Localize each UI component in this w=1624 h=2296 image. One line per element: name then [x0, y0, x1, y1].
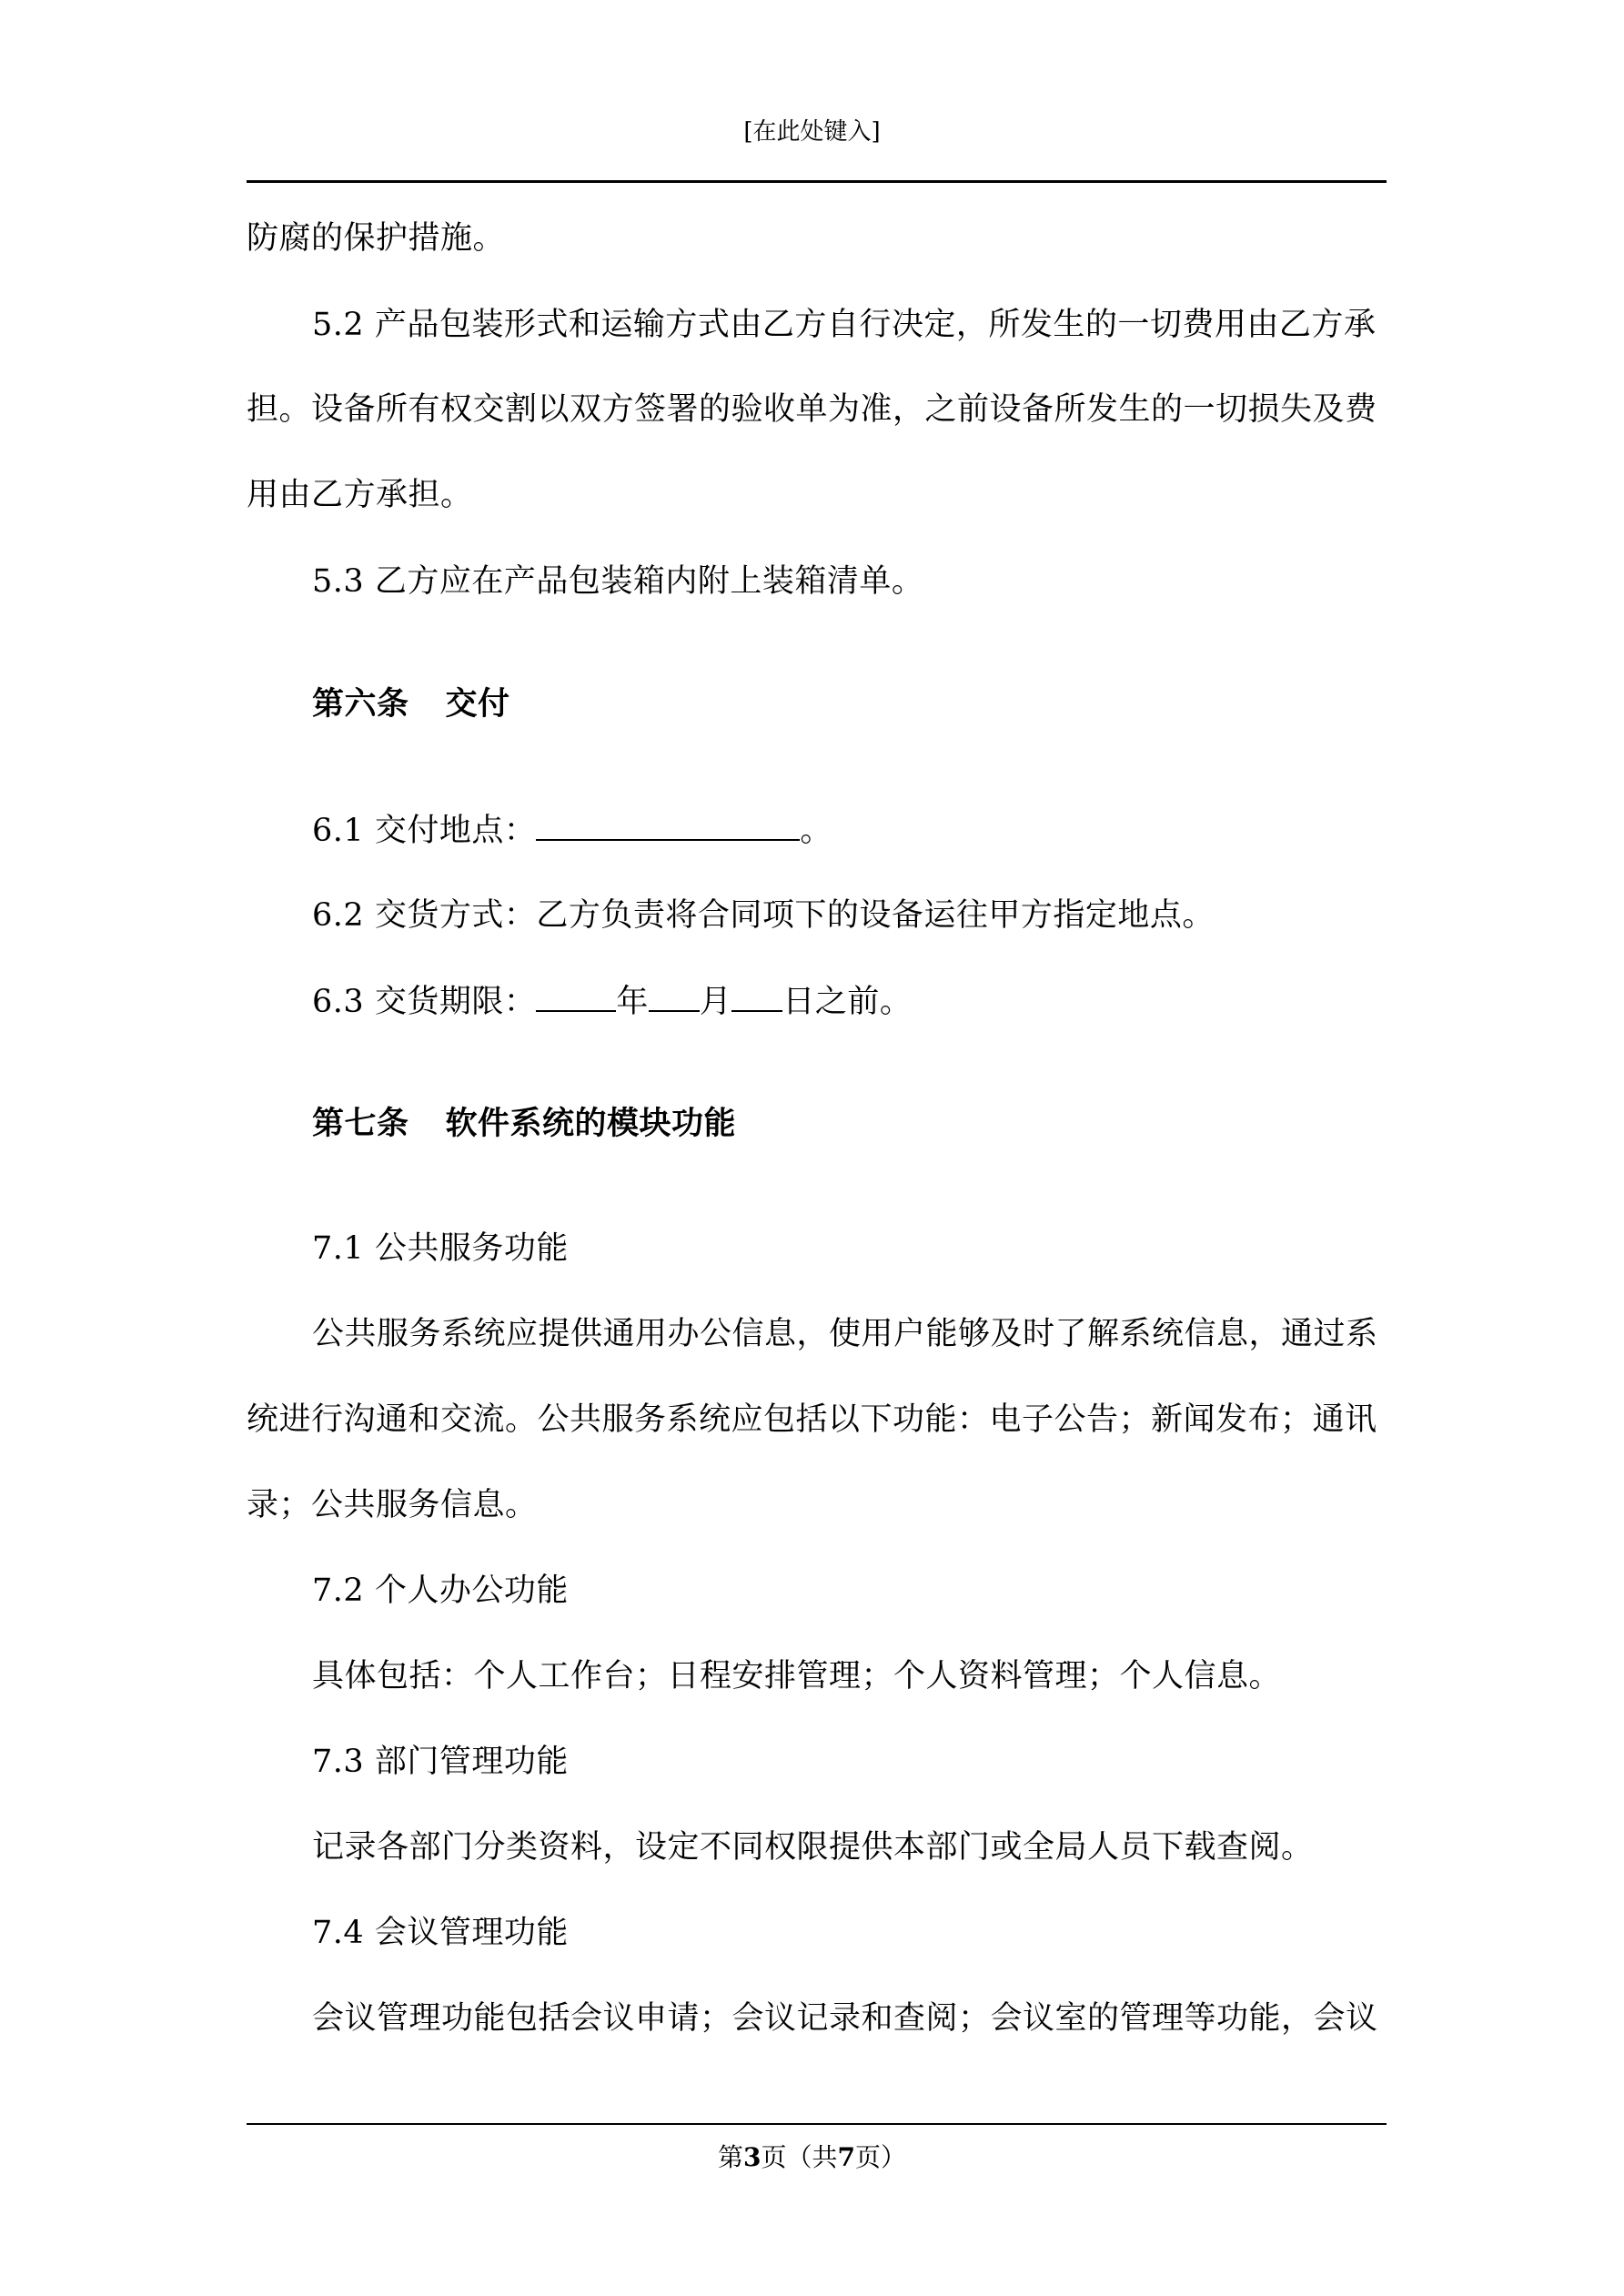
clause-text: 交货方式：乙方负责将合同项下的设备运往甲方指定地点。	[374, 897, 1215, 934]
paragraph-text: 具体包括：个人工作台；日程安排管理；个人资料管理；个人信息。	[312, 1658, 1282, 1694]
year-blank	[536, 979, 616, 1012]
clause-number: 7.1	[312, 1230, 365, 1267]
clause-end: 。	[800, 813, 832, 849]
paragraph-text: 统进行沟通和交流。公共服务系统应包括以下功能：电子公告；新闻发布；通讯	[247, 1401, 1377, 1438]
paragraph-line	[247, 388, 1377, 431]
paragraph-line	[312, 1654, 1281, 1698]
clause-6-3	[312, 979, 912, 1024]
month-blank	[649, 979, 700, 1012]
paragraph-text: 公共服务系统应提供通用办公信息，使用户能够及时了解系统信息，通过系	[312, 1316, 1378, 1352]
clause-number: 6.1	[312, 813, 365, 849]
clause-text: 担。设备所有权交割以双方签署的验收单为准，之前设备所发生的一切损失及费	[247, 391, 1377, 428]
article-number: 第六条	[312, 686, 409, 723]
clause-text: 用由乙方承担。	[247, 477, 473, 513]
footer-suffix: 页）	[854, 2142, 906, 2172]
delivery-place-blank	[536, 808, 800, 841]
paragraph-line	[247, 1398, 1377, 1441]
clause-number: 7.4	[312, 1915, 365, 1951]
paragraph-text: 录；公共服务信息。	[247, 1487, 538, 1523]
clause-title: 会议管理功能	[374, 1915, 569, 1951]
paragraph-line	[247, 217, 505, 260]
clause-title: 公共服务功能	[374, 1230, 569, 1267]
clause-6-2	[312, 894, 1215, 937]
page-header: [在此处键入]	[743, 118, 881, 146]
total-page-count: 7	[837, 2142, 855, 2172]
footer-prefix: 第	[717, 2142, 743, 2172]
header-divider	[247, 180, 1387, 183]
article-title: 软件系统的模块功能	[445, 1106, 737, 1142]
clause-label: 交付地点：	[374, 813, 537, 849]
clause-5-2	[312, 303, 1376, 347]
year-label: 年	[616, 984, 649, 1020]
current-page-number: 3	[743, 2142, 762, 2172]
clause-7-4-title	[312, 1911, 569, 1955]
paragraph-line	[312, 1312, 1378, 1356]
month-label: 月	[699, 984, 732, 1020]
paragraph-line	[247, 473, 473, 517]
clause-7-3-title	[312, 1740, 569, 1784]
day-label: 日之前。	[782, 984, 913, 1020]
clause-number: 7.2	[312, 1573, 365, 1609]
article-6-heading	[312, 683, 510, 726]
clause-7-1-title	[312, 1227, 569, 1270]
clause-text: 乙方应在产品包装箱内附上装箱清单。	[374, 563, 924, 600]
clause-number: 7.3	[312, 1744, 365, 1780]
article-number: 第七条	[312, 1106, 409, 1142]
clause-title: 部门管理功能	[374, 1744, 569, 1780]
article-title: 交付	[445, 686, 510, 723]
clause-number: 5.3	[312, 563, 365, 600]
clause-title: 个人办公功能	[374, 1573, 569, 1609]
clause-text: 产品包装形式和运输方式由乙方自行决定，所发生的一切费用由乙方承	[374, 307, 1377, 343]
footer-middle: 页（共	[761, 2142, 838, 2172]
day-blank	[731, 979, 782, 1012]
page-footer	[0, 2141, 1624, 2174]
clause-number: 5.2	[312, 307, 365, 343]
paragraph-text: 防腐的保护措施。	[247, 220, 506, 257]
clause-label: 交货期限：	[374, 984, 537, 1020]
clause-6-1	[312, 808, 832, 853]
footer-divider	[247, 2123, 1387, 2125]
paragraph-text: 记录各部门分类资料，设定不同权限提供本部门或全局人员下载查阅。	[312, 1829, 1314, 1866]
clause-5-3	[312, 560, 923, 603]
paragraph-text: 会议管理功能包括会议申请；会议记录和查阅；会议室的管理等功能，会议	[312, 2000, 1378, 2037]
paragraph-line	[312, 1826, 1314, 1869]
paragraph-line	[312, 1997, 1378, 2040]
paragraph-line	[247, 1483, 538, 1527]
clause-7-2-title	[312, 1569, 569, 1613]
article-7-heading	[312, 1102, 736, 1146]
clause-number: 6.2	[312, 897, 365, 934]
clause-number: 6.3	[312, 984, 365, 1020]
